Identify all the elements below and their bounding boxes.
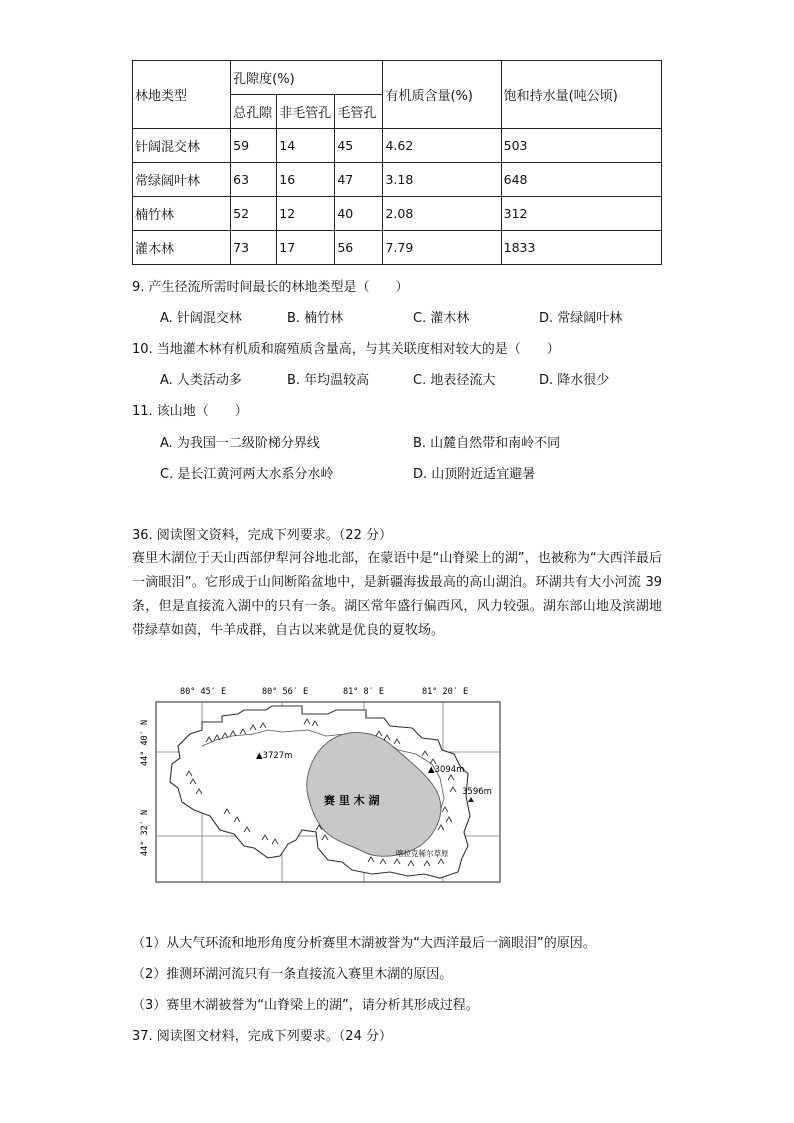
question-9-option-d[interactable]: D. 常绿阔叶林 <box>539 311 623 326</box>
lon-label: 81° 20′ E <box>422 687 469 697</box>
cell-capillary: 40 <box>335 197 383 231</box>
question-9-option-b[interactable]: B. 楠竹林 <box>287 311 344 326</box>
cell-organic: 4.62 <box>383 129 501 163</box>
cell-water: 503 <box>501 129 661 163</box>
question-36-material <box>132 547 662 643</box>
cell-non-capillary: 17 <box>277 231 335 265</box>
forest-soil-table <box>132 60 662 265</box>
question-10-option-c[interactable]: C. 地表径流大 <box>413 373 496 388</box>
question-36-sub-2: （2）推测环湖河流只有一条直接流入赛里木湖的原因。 <box>132 967 453 982</box>
question-9-option-c[interactable]: C. 灌木林 <box>413 311 470 326</box>
cell-non-capillary: 12 <box>277 197 335 231</box>
cell-total-pore: 52 <box>231 197 277 231</box>
table-header-row <box>133 61 662 95</box>
cell-water: 312 <box>501 197 661 231</box>
question-10-option-b[interactable]: B. 年均温较高 <box>287 373 370 388</box>
question-36-sub-1: （1）从大气环流和地形角度分析赛里木湖被誉为“大西洋最后一滴眼泪”的原因。 <box>132 936 596 951</box>
peak-label: 3596m <box>462 787 492 797</box>
cell-organic: 7.79 <box>383 231 501 265</box>
cell-forest-type: 灌木林 <box>133 231 231 265</box>
header-porosity: 孔隙度(%) <box>231 61 383 95</box>
cell-organic: 2.08 <box>383 197 501 231</box>
lon-label: 81° 8′ E <box>343 687 384 697</box>
question-10-stem: 10. 当地灌木林有机质和腐殖质含量高，与其关联度相对较大的是（ ） <box>132 342 560 357</box>
cell-total-pore: 59 <box>231 129 277 163</box>
cell-capillary: 45 <box>335 129 383 163</box>
cell-total-pore: 73 <box>231 231 277 265</box>
cell-water: 1833 <box>501 231 661 265</box>
header-organic-matter: 有机质含量(%) <box>383 61 501 129</box>
table-row <box>133 197 662 231</box>
header-total-pore: 总孔隙 <box>231 95 277 129</box>
lat-label: 44° 32′ N <box>140 809 150 856</box>
table-row <box>133 129 662 163</box>
cell-forest-type: 楠竹林 <box>133 197 231 231</box>
question-37-title: 37. 阅读图文材料，完成下列要求。（24 分） <box>132 1029 392 1044</box>
lake-label: 赛 里 木 湖 <box>324 794 380 807</box>
cell-capillary: 56 <box>335 231 383 265</box>
question-11-stem: 11. 该山地（ ） <box>132 404 248 419</box>
question-36-title: 36. 阅读图文资料，完成下列要求。（22 分） <box>132 528 392 543</box>
question-9-stem: 9. 产生径流所需时间最长的林地类型是（ ） <box>132 280 409 295</box>
question-11-option-c[interactable]: C. 是长江黄河两大水系分水岭 <box>160 467 334 482</box>
peak-label: ▲3094m <box>428 765 465 775</box>
header-capillary: 毛管孔 <box>335 95 383 129</box>
cell-forest-type: 常绿阔叶林 <box>133 163 231 197</box>
cell-water: 648 <box>501 163 661 197</box>
question-9-option-a[interactable]: A. 针阔混交林 <box>160 311 242 326</box>
cell-non-capillary: 14 <box>277 129 335 163</box>
grassland-label: 喀拉克稀尔草原 <box>396 849 449 858</box>
peak-label: ▲3727m <box>256 751 293 761</box>
question-11-option-a[interactable]: A. 为我国一二级阶梯分界线 <box>160 436 320 451</box>
header-saturated-water: 饱和持水量(吨公顷) <box>501 61 661 129</box>
question-11-option-b[interactable]: B. 山麓自然带和南岭不同 <box>413 436 561 451</box>
cell-capillary: 47 <box>335 163 383 197</box>
table-row <box>133 231 662 265</box>
cell-non-capillary: 16 <box>277 163 335 197</box>
lon-label: 80° 45′ E <box>180 687 227 697</box>
sayram-lake-map <box>132 684 504 884</box>
question-10-option-d[interactable]: D. 降水很少 <box>539 373 610 388</box>
cell-forest-type: 针阔混交林 <box>133 129 231 163</box>
question-10-option-a[interactable]: A. 人类活动多 <box>160 373 242 388</box>
header-non-capillary: 非毛管孔 <box>277 95 335 129</box>
lon-label: 80° 56′ E <box>262 687 309 697</box>
cell-organic: 3.18 <box>383 163 501 197</box>
lat-label: 44° 40′ N <box>140 719 150 766</box>
header-forest-type: 林地类型 <box>133 61 231 129</box>
question-36-paragraph: 赛里木湖位于天山西部伊犁河谷地北部，在蒙语中是“山脊梁上的湖”，也被称为“大西洋最后一滴眼泪”。它形成于山间断陷盆地中，是新疆海拔最高的高山湖泊。环湖共有大小河流 39 条，但是直接流入湖中的只有一条。湖区常年盛行偏西风，风力较强。湖东部山地及滨湖地带绿草如茵，牛羊成群，自古以来就是优良的夏牧场。 <box>132 551 662 638</box>
cell-total-pore: 63 <box>231 163 277 197</box>
question-11-option-d[interactable]: D. 山顶附近适宜避暑 <box>413 467 536 482</box>
table-row <box>133 163 662 197</box>
question-36-sub-3: （3）赛里木湖被誉为“山脊梁上的湖”，请分析其形成过程。 <box>132 998 479 1013</box>
